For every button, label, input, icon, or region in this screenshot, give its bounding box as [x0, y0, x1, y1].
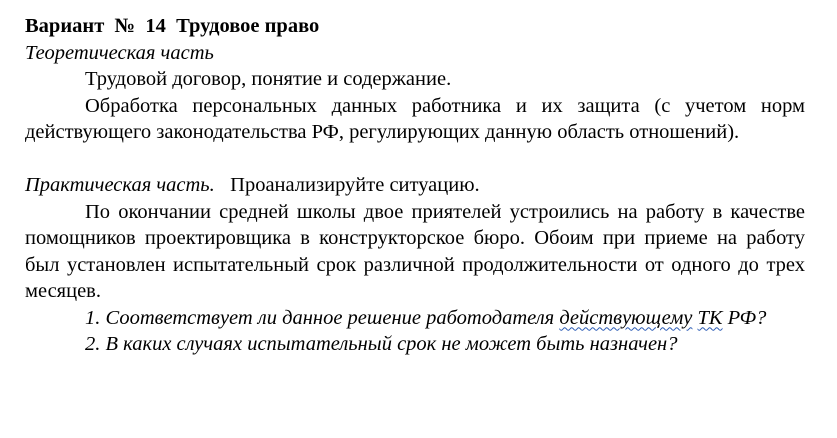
- spellcheck-word-deystvuyushchemu[interactable]: действующему: [559, 306, 693, 329]
- situation-paragraph: По окончании средней школы двое приятелей устроились на работу в качестве помощников проектировщика в конструкторское бюро. Обоим при приеме на работу был установлен испытательный срок различной продолжительности от одного до трех месяцев.: [25, 200, 805, 302]
- practice-heading-line: [25, 172, 805, 199]
- document-page: [25, 13, 805, 358]
- practice-heading: Практическая часть.: [25, 174, 215, 196]
- spellcheck-word-tk[interactable]: ТК: [697, 306, 723, 329]
- question-1-text: 1. Соответствует ли данное решение работодателя: [85, 306, 555, 329]
- question-1: [25, 305, 805, 332]
- document-title: Вариант № 14 Трудовое право: [25, 15, 320, 37]
- question-1-end: РФ?: [722, 306, 767, 329]
- theory-item-2: Обработка персональных данных работника и их защита (с учетом норм действующего законодательства РФ, регулирующих данную область отношений).: [25, 94, 805, 143]
- theory-item-1: Трудовой договор, понятие и содержание.: [85, 68, 452, 90]
- paragraph-spacer: [25, 146, 805, 173]
- question-2: 2. В каких случаях испытательный срок не может быть назначен?: [85, 333, 678, 355]
- theory-heading: Теоретическая часть: [25, 41, 214, 64]
- practice-instruction: Проанализируйте ситуацию.: [230, 174, 480, 196]
